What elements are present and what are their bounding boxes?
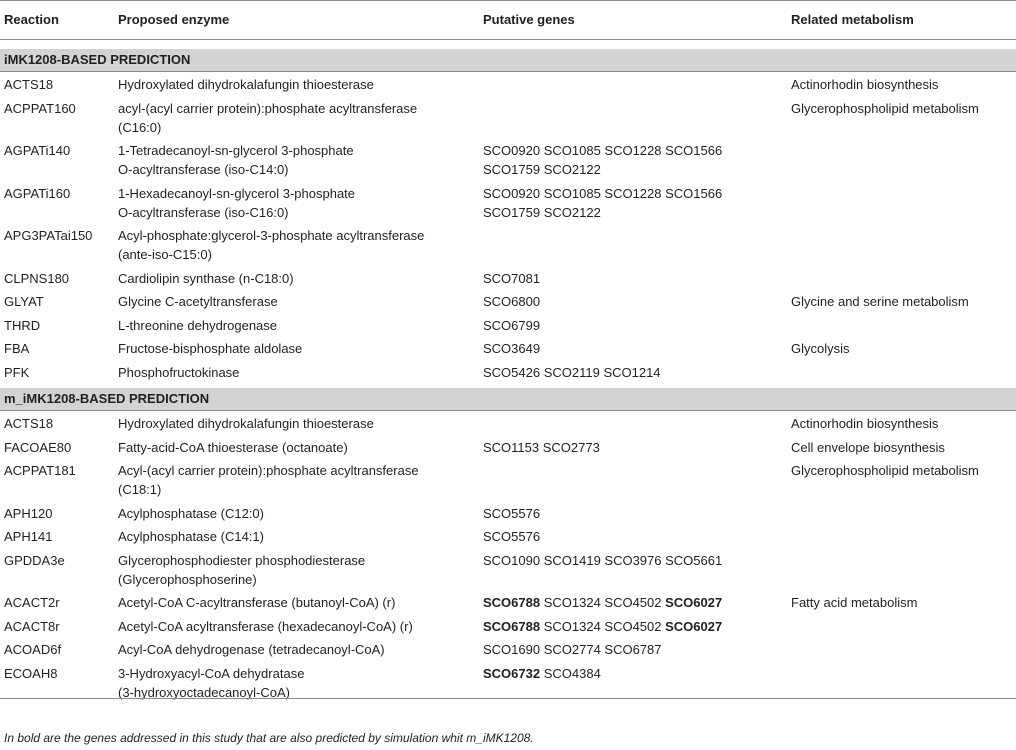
reaction-cell: GLYAT <box>4 294 44 309</box>
genes-cell: SCO5576 <box>483 505 541 521</box>
enzyme-cell: Glycerophosphodiester phosphodiesterase (Glycerophosphoserine) <box>118 552 366 587</box>
table-row <box>0 363 1016 387</box>
metabolism-cell: Glycolysis <box>791 341 850 356</box>
table-footnote: In bold are the genes addressed in this study that are also predicted by simulation whit m_iMK1208. <box>4 731 534 745</box>
table-row <box>0 438 1016 462</box>
reaction-cell: ACPPAT160 <box>4 100 76 116</box>
table-row <box>0 617 1016 641</box>
reaction-cell: CLPNS180 <box>4 270 70 286</box>
reaction-cell: ACTS18 <box>4 416 54 431</box>
metabolism-cell: Glycerophospholipid metabolism <box>791 463 979 478</box>
table-row <box>0 461 1016 504</box>
metabolism-cell: Cell envelope biosynthesis <box>791 439 945 455</box>
reaction-cell: AGPATi160 <box>4 185 71 201</box>
section-title: m_iMK1208-BASED PREDICTION <box>4 391 210 406</box>
reaction-cell: ECOAH8 <box>4 665 58 681</box>
header-enzyme: Proposed enzyme <box>118 12 230 27</box>
genes-cell: SCO1090 SCO1419 SCO3976 SCO5661 <box>483 552 723 568</box>
reaction-cell: APG3PATai150 <box>4 228 93 243</box>
enzyme-cell: L-threonine dehydrogenase <box>118 317 278 333</box>
table-header-row <box>0 0 1016 40</box>
enzyme-cell: Acylphosphatase (C12:0) <box>118 505 264 521</box>
enzyme-cell: Acylphosphatase (C14:1) <box>118 529 264 544</box>
table-row <box>0 339 1016 363</box>
table-body <box>0 49 1016 706</box>
reaction-cell: FACOAE80 <box>4 439 72 455</box>
reaction-cell: AGPATi140 <box>4 143 71 158</box>
reaction-cell: ACACT8r <box>4 618 60 634</box>
reaction-cell: ACOAD6f <box>4 642 62 657</box>
enzyme-cell: 1-Tetradecanoyl-sn-glycerol 3-phosphate O-acyltransferase (iso-C14:0) <box>118 143 354 177</box>
enzyme-cell: Glycine C-acetyltransferase <box>118 294 278 309</box>
section-header <box>0 49 1016 72</box>
section-rows <box>0 411 1016 706</box>
enzyme-cell: Hydroxylated dihydrokalafungin thioesterase <box>118 77 374 92</box>
genes-cell: SCO6799 <box>483 317 541 333</box>
table-row <box>0 316 1016 340</box>
section-title: iMK1208-BASED PREDICTION <box>4 52 191 67</box>
reaction-cell: THRD <box>4 317 41 333</box>
metabolism-cell: Actinorhodin biosynthesis <box>791 77 939 92</box>
table-row <box>0 226 1016 269</box>
reaction-cell: ACTS18 <box>4 77 54 92</box>
table-row <box>0 75 1016 99</box>
genes-cell: SCO6800 <box>483 294 541 309</box>
enzyme-cell: Acyl-phosphate:glycerol-3-phosphate acyltransferase (ante-iso-C15:0) <box>118 228 425 262</box>
genes-cell: SCO5426 SCO2119 SCO1214 <box>483 364 661 380</box>
table-row <box>0 527 1016 551</box>
table-row <box>0 664 1016 707</box>
table-bottom-rule <box>0 698 1016 699</box>
enzyme-cell: Acetyl-CoA C-acyltransferase (butanoyl-CoA) (r) <box>118 595 396 610</box>
header-reaction: Reaction <box>4 12 59 27</box>
metabolism-cell: Fatty acid metabolism <box>791 595 918 610</box>
table-row <box>0 593 1016 617</box>
genes-cell: SCO6788 SCO1324 SCO4502 SCO6027 <box>483 618 723 634</box>
genes-cell: SCO5576 <box>483 529 541 544</box>
enzyme-cell: 1-Hexadecanoyl-sn-glycerol 3-phosphate O-acyltransferase (iso-C16:0) <box>118 185 356 220</box>
enzyme-cell: Acyl-(acyl carrier protein):phosphate acyltransferase (C18:1) <box>118 463 419 497</box>
genes-cell: SCO0920 SCO1085 SCO1228 SCO1566 SCO1759 SCO2122 <box>483 143 723 177</box>
section-header <box>0 388 1016 411</box>
genes-cell: SCO6732 SCO4384 <box>483 665 601 681</box>
reaction-cell: APH141 <box>4 529 53 544</box>
table-row <box>0 504 1016 528</box>
table-row <box>0 141 1016 184</box>
table-row <box>0 99 1016 142</box>
genes-cell: SCO1690 SCO2774 SCO6787 <box>483 642 662 657</box>
reaction-cell: ACPPAT181 <box>4 463 76 478</box>
enzyme-cell: Fatty-acid-CoA thioesterase (octanoate) <box>118 439 348 455</box>
reaction-cell: FBA <box>4 341 30 356</box>
table-row <box>0 414 1016 438</box>
metabolism-cell: Glycine and serine metabolism <box>791 294 969 309</box>
table-row <box>0 551 1016 594</box>
header-metabolism: Related metabolism <box>791 12 914 27</box>
genes-cell: SCO7081 <box>483 270 541 286</box>
genes-cell: SCO6788 SCO1324 SCO4502 SCO6027 <box>483 595 723 610</box>
enzyme-cell: Phosphofructokinase <box>118 364 240 380</box>
enzyme-cell: Acyl-CoA dehydrogenase (tetradecanoyl-CoA) <box>118 642 385 657</box>
enzyme-cell: Fructose-bisphosphate aldolase <box>118 341 303 356</box>
genes-cell: SCO1153 SCO2773 <box>483 439 600 455</box>
enzyme-cell: Hydroxylated dihydrokalafungin thioesterase <box>118 416 374 431</box>
genes-cell: SCO3649 <box>483 341 541 356</box>
reaction-cell: ACACT2r <box>4 595 60 610</box>
table-row <box>0 184 1016 227</box>
metabolism-cell: Glycerophospholipid metabolism <box>791 100 979 116</box>
table-row <box>0 292 1016 316</box>
genes-cell: SCO0920 SCO1085 SCO1228 SCO1566 SCO1759 SCO2122 <box>483 185 723 220</box>
section-rows <box>0 72 1016 386</box>
reaction-cell: GPDDA3e <box>4 552 65 568</box>
enzyme-cell: Acetyl-CoA acyltransferase (hexadecanoyl-CoA) (r) <box>118 618 413 634</box>
table-row <box>0 269 1016 293</box>
header-genes: Putative genes <box>483 12 575 27</box>
table-row <box>0 640 1016 664</box>
metabolism-cell: Actinorhodin biosynthesis <box>791 416 939 431</box>
reaction-cell: PFK <box>4 364 30 380</box>
enzyme-cell: 3-Hydroxyacyl-CoA dehydratase (3-hydroxyoctadecanoyl-CoA) <box>118 665 305 700</box>
reaction-cell: APH120 <box>4 505 53 521</box>
enzyme-cell: acyl-(acyl carrier protein):phosphate acyltransferase (C16:0) <box>118 100 418 135</box>
enzyme-cell: Cardiolipin synthase (n-C18:0) <box>118 270 294 286</box>
